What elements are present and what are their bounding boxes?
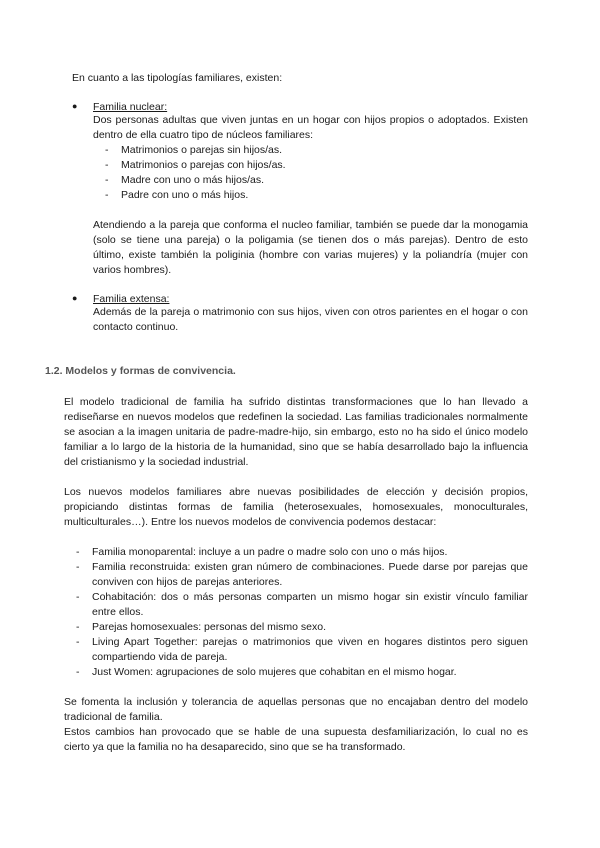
dash-marker: - — [76, 591, 80, 603]
nuevos-modelos-paragraph: Los nuevos modelos familiares abre nuevas posibilidades de elección y decisión propios, propiciando distintas formas de familia (heterosexuales, homosexuales, monoculturales, multiculturales…). Entre los nuevos modelos de convivencia podemos destacar: — [64, 486, 528, 528]
list-item — [64, 635, 528, 665]
list-item-text: Cohabitación: dos o más personas comparten un mismo hogar sin existir vínculo familiar entre ellos. — [92, 591, 528, 618]
modelo-tradicional-paragraph: El modelo tradicional de familia ha sufrido distintas transformaciones que lo han llevado a rediseñarse en nuevos modelos que redefinen la sociedad. Las familias tradicionales normalmente se asocian a la imagen unitaria de padre-madre-hijo, sin embargo, esto no ha sido el único modelo familiar a lo largo de la historia de la humanidad, sino que se había desarrollado bajo la influencia del cristianismo y la sociedad industrial. — [64, 396, 528, 468]
dash-marker: - — [105, 189, 109, 201]
inclusion-paragraph: Se fomenta la inclusión y tolerancia de aquellas personas que no encajaban dentro del modelo tradicional de familia. — [64, 696, 528, 723]
intro-text: En cuanto a las tipologías familiares, existen: — [72, 72, 283, 84]
list-item — [93, 188, 528, 203]
desfamiliarizacion-paragraph: Estos cambios han provocado que se hable de una supuesta desfamiliarización, lo cual no es cierto ya que la familia no ha desaparecido, sino que se ha transformado. — [64, 726, 528, 753]
list-item-text: Parejas homosexuales: personas del mismo sexo. — [92, 621, 327, 633]
nucleos-list — [93, 143, 528, 203]
list-item-text: Just Women: agrupaciones de solo mujeres que cohabitan en el mismo hogar. — [92, 666, 457, 678]
list-item — [93, 158, 528, 173]
list-item-text: Madre con uno o más hijos/as. — [121, 174, 264, 186]
monogamia-paragraph: Atendiendo a la pareja que conforma el nucleo familiar, también se puede dar la monogamia (solo se tiene una pareja) o la poligamia (se tienen dos o más parejas). Dentro de esto último, existe también la poliginia (hombre con varias mujeres) y la poliandría (mujer con varios hombres). — [93, 219, 528, 276]
dash-marker: - — [105, 144, 109, 156]
list-item-text: Padre con uno o más hijos. — [121, 189, 249, 201]
dash-marker: - — [76, 636, 80, 648]
section-heading: 1.2. Modelos y formas de convivencia. — [45, 365, 236, 377]
dash-marker: - — [105, 174, 109, 186]
list-item — [93, 143, 528, 158]
bullet-familia-nuclear — [72, 101, 528, 278]
bullet-familia-extensa — [72, 293, 528, 335]
list-item — [93, 173, 528, 188]
familia-extensa-description: Además de la pareja o matrimonio con sus hijos, viven con otros parientes en el hogar o con contacto continuo. — [93, 306, 528, 333]
section-body — [64, 395, 528, 755]
list-item — [64, 620, 528, 635]
dash-marker: - — [105, 159, 109, 171]
familia-nuclear-heading: Familia nuclear: — [93, 101, 168, 113]
list-item-text: Matrimonios o parejas con hijos/as. — [121, 159, 286, 171]
modelos-convivencia-list — [64, 545, 528, 680]
list-item — [64, 545, 528, 560]
bullet-dot: ● — [72, 293, 78, 303]
dash-marker: - — [76, 666, 80, 678]
dash-marker: - — [76, 561, 80, 573]
list-item-text: Matrimonios o parejas sin hijos/as. — [121, 144, 283, 156]
list-item — [64, 665, 528, 680]
bullet-dot: ● — [72, 101, 78, 111]
dash-marker: - — [76, 621, 80, 633]
list-item-text: Familia monoparental: incluye a un padre o madre solo con uno o más hijos. — [92, 546, 448, 558]
familia-nuclear-description: Dos personas adultas que viven juntas en un hogar con hijos propios o adoptados. Existen dentro de ella cuatro tipo de núcleos familiares: — [93, 114, 528, 141]
list-item — [64, 590, 528, 620]
dash-marker: - — [76, 546, 80, 558]
list-item — [64, 560, 528, 590]
list-item-text: Familia reconstruida: existen gran número de combinaciones. Puede darse por parejas que conviven con hijos de parejas anteriores. — [92, 561, 528, 588]
familia-extensa-heading: Familia extensa: — [93, 293, 170, 305]
list-item-text: Living Apart Together: parejas o matrimonios que viven en hogares distintos pero siguen compartiendo vida de pareja. — [92, 636, 528, 663]
